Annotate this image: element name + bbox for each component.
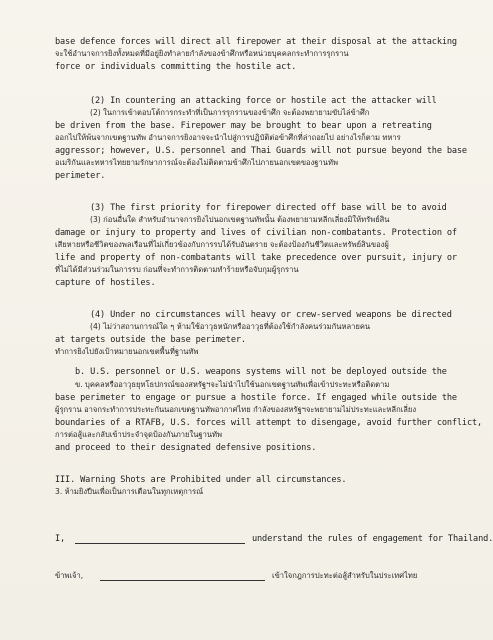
signature-thai-name-blank[interactable] [100, 580, 265, 581]
signature-prefix: I, [55, 534, 66, 544]
paragraph-3-line-3: life and property of non-combatants will take precedence over pursuit, injury or [55, 253, 457, 263]
paragraph-b-line-2: base perimeter to engage or pursue a hostile force. If engaged while outside the [55, 393, 457, 403]
paragraph-1-line-1: base defence forces will direct all firepower at their disposal at the attacking [55, 37, 457, 47]
paragraph-1-line-2: force or individuals committing the hostile act. [55, 62, 297, 72]
section-iii-thai-1: 3. ห้ามยิงปืนเพื่อเป็นการเตือนในทุกเหตุการณ์ [55, 487, 204, 496]
signature-statement: understand the rules of engagement for Thailand. [252, 534, 493, 544]
paragraph-b-line-4: and proceed to their designated defensive positions. [55, 443, 317, 453]
paragraph-3-line-2: damage or injury to property and lives of civilian non-combatants. Protection of [55, 228, 457, 238]
paragraph-2-thai-1: (2) ในการเข้าตอบโต้การกระทำที่เป็นการรุกรานของข้าศึก จะต้องพยายามขับไล่ข้าศึก [90, 108, 370, 117]
paragraph-3-thai-1: (3) ก่อนอื่นใด สำหรับอำนาจการยิงไปนอกเขตฐานทัพนั้น ต้องพยายามหลีกเลี่ยงมิให้ทรัพย์สิน [90, 215, 390, 224]
paragraph-2-thai-2: ออกไปให้พ้นจากเขตฐานทัพ อำนาจการยิงอาจจะนำไปสู่การปฏิบัติต่อข้าศึกที่ล่าถอยไป อย่างไรก็ตาม ทหาร [55, 133, 401, 142]
paragraph-b-thai-2: ผู้รุกราน อาจกระทำการประทะกันนอกเขตฐานทัพอากาศไทย กำลังของสหรัฐฯจะพยายามไม่ประทะและหลีกเลี่ยง [55, 405, 417, 414]
paragraph-3-thai-3: ที่ไม่ได้มีส่วนร่วมในการรบ ก่อนที่จะทำการติดตามทำร้ายหรือจับกุมผู้รุกราน [55, 265, 299, 274]
paragraph-b-thai-3: การต่อสู้และกลับเข้าประจำจุดป้องกันภายในฐานทัพ [55, 430, 223, 439]
paragraph-2-line-4: perimeter. [55, 171, 106, 181]
paragraph-4-line-2: at targets outside the base perimeter. [55, 335, 246, 345]
paragraph-2-line-2: be driven from the base. Firepower may be brought to bear upon a retreating [55, 121, 432, 131]
paragraph-4-thai-1: (4) ไม่ว่าสถานการณ์ใด ๆ ห้ามใช้อาวุธหนักหรืออาวุธที่ต้องใช้กำลังคนร่วมกันหลายคน [90, 322, 371, 331]
paragraph-3-line-1: (3) The first priority for firepower directed off base will be to avoid [90, 203, 447, 213]
paragraph-3-thai-2: เสียหายหรือชีวิตของพลเรือนที่ไม่เกี่ยวข้องกับการรบได้รับอันตราย จะต้องป้องกันชีวิตและทรัพย์สินของผู้ [55, 240, 389, 249]
paragraph-1-thai-1: จะใช้อำนาจการยิงทั้งหมดที่มีอยู่ยิงทำลายกำลังของข้าศึกหรือหน่วยบุคคลกระทำการรุกราน [55, 49, 349, 58]
paragraph-b-thai-1: ข. บุคคลหรืออาวุธยุทโธปกรณ์ของสหรัฐฯจะไม่นำไปใช้นอกเขตฐานทัพเพื่อเข้าประทะหรือติดตาม [75, 380, 390, 389]
paragraph-b-line-3: boundaries of a RTAFB, U.S. forces will attempt to disengage, avoid further conflict, [55, 418, 483, 428]
signature-thai-prefix: ข้าพเจ้า, [55, 571, 84, 580]
paragraph-4-thai-2: ทำการยิงไปยังเป้าหมายนอกเขตพื้นที่ฐานทัพ [55, 347, 199, 356]
paragraph-2-line-1: (2) In countering an attacking force or hostile act the attacker will [90, 96, 437, 106]
paragraph-4-line-1: (4) Under no circumstances will heavy or crew-served weapons be directed [90, 310, 452, 320]
signature-thai-statement: เข้าใจกฎการปะทะต่อสู้สำหรับในประเทศไทย [272, 571, 418, 580]
paragraph-2-thai-3: อเมริกันและทหารไทยยามรักษาการณ์จะต้องไม่ติดตามข้าศึกไปภายนอกเขตของฐานทัพ [55, 158, 338, 167]
paragraph-b-line-1: b. U.S. personnel or U.S. weapons systems will not be deployed outside the [75, 367, 447, 377]
paragraph-2-line-3: aggressor; however, U.S. personnel and Thai Guards will not pursue beyond the base [55, 146, 467, 156]
section-iii-line-1: III. Warning Shots are Prohibited under all circumstances. [55, 475, 347, 485]
signature-name-blank[interactable] [75, 543, 245, 544]
paragraph-3-line-4: capture of hostiles. [55, 278, 156, 288]
